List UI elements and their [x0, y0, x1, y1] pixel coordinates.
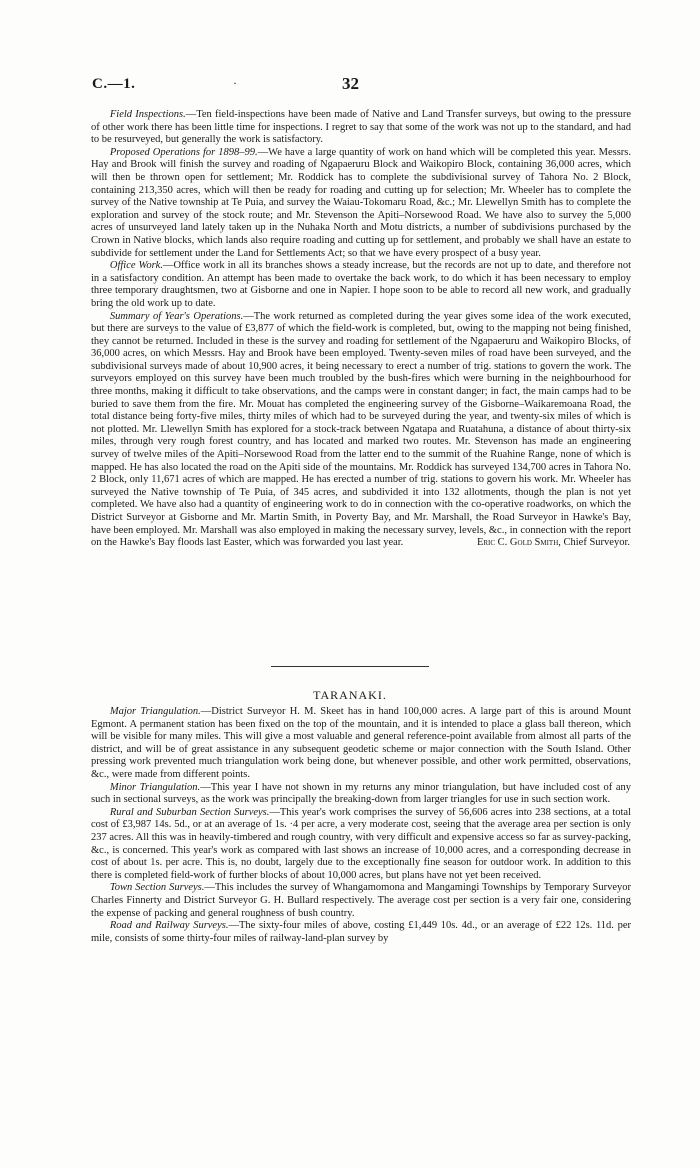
signature-name: Eric C. Gold Smith [476, 537, 559, 549]
paragraph-text: —Ten field-inspections have been made of Native and Land Transfer surveys, but owing to the pressure of other work there has been little time for inspections. I regret to say that some of the work was not up to the standard, and had to be resurveyed, but generally the work is satisfactory. [91, 109, 631, 146]
paragraph-heading: Town Section Surveys. [109, 882, 205, 894]
paragraph-office-work [91, 260, 631, 310]
paragraph-summary [91, 311, 631, 550]
paragraph-text: —This includes the survey of Whangamomona and Mangamingi Townships by Temporary Surveyor Charles Finnerty and District Surveyor G. H. Bullard respectively. The average cost per section is a very fair one, considering the expense of packing and general roughness of bush country. [91, 882, 631, 919]
paragraph-text: —The work returned as completed during the year gives some idea of the work executed, but there are surveys to the value of £3,877 of which the field-work is completed, but, owing to the mapping not being finished, they cannot be returned. Included in these is the survey and roading for settlement of the Ngapaeruru and Waikopiro Blocks, of 36,000 acres, on which Messrs. Hay and Brook have been employed. Twenty-seven miles of road have been surveyed, and the subdivisional surveys made of about 10,900 acres, it being necessary to erect a number of trig. stations to govern the work. The surveyors employed on this survey have been much troubled by the bush-fires which were burning in the neighbourhood for three months, making it difficult to take observations, and the camps were in constant danger; in fact, the main camps had to be buried to save them from the fire. Mr. Mouat has completed the engineering survey of the Gisborne–Waikaremoana Road, the total distance being forty-five miles, thirty miles of which had to be surveyed during the year, and twenty-six miles of which is not plotted. Mr. Llewellyn Smith has explored for a stock-track between Ngatapa and Ruatahuna, a distance of about thirty-six miles, through very rough forest country, and has located and marked two routes. Mr. Stevenson has made an engineering survey of twelve miles of the Apiti–Norsewood Road from the latter end to the summit of the Ruahine Range, none of which is mapped. He has also located the road on the Apiti side of the mountains. Mr. Roddick has surveyed 134,700 acres in Tahora No. 2 Block, only 11,671 acres of which are mapped. He has erected a number of trig. stations to govern his work. Mr. Wheeler has surveyed the Native township of Te Puia, of 345 acres, and subdivided it into 132 allotments, though the plan is not yet completed. We have also had a quantity of engineering work to do in connection with the co-operative roadworks, on which the District Surveyor at Gisborne and Mr. Martin Smith, in Poverty Bay, and Mr. Marshall, the Road Surveyor in Hawke's Bay, have been employed. Mr. Marshall was also employed in making the necessary survey, levels, &c., in connection with the report on the Hawke's Bay floods last Easter, which was forwarded you last year. [91, 310, 631, 549]
paragraph-field-inspections [91, 109, 631, 147]
report-code: C.—1. [92, 76, 136, 92]
paragraph-heading: Summary of Year's Operations. [109, 310, 244, 322]
paragraph-heading: Field Inspections. [109, 109, 186, 120]
paragraph-heading: Proposed Operations for 1898–99. [109, 146, 258, 158]
paragraph-town-sections [91, 882, 631, 920]
paragraph-heading: Road and Railway Surveys. [109, 920, 229, 932]
paragraph-heading: Major Triangulation. [109, 706, 201, 717]
paragraph-text: —The sixty-four miles of above, costing £1,449 10s. 4d., or an average of £22 12s. 11d. per mile, consists of some thirty-four miles of railway-land-plan survey by [91, 920, 631, 944]
paragraph-text: —We have a large quantity of work on hand which will be completed this year. Messrs. Hay and Brook will finish the survey and roading of Ngapaeruru Block and Waikopiro Block, containing 36,000 acres, which will then be thrown open for settlement; Mr. Roddick has to complete the subdivisional survey of Tahora No. 2 Block, containing 213,350 acres, which will then be ready for roading and cutting up for selection; Mr. Wheeler has to complete the survey of the Native township at Te Puia, and survey the Waiau-Tokomaru Road, &c.; Mr. Llewellyn Smith has to complete the exploration and survey of the stock route; and Mr. Stevenson the Apiti–Norsewood Road. We have also to survey the 5,000 acres of unsurveyed land lately taken up in the Nuhaka North and Motu districts, a number of subdivisions purchased by the Crown in Native blocks, which lands also require roading and cutting up for settlement, and probably we shall have an estate to subdivide for settlement under the Land for Settlements Act; so that we have every prospect of a busy year. [91, 146, 632, 259]
paragraph-heading: Rural and Suburban Section Surveys. [109, 806, 270, 818]
page-number: 32 [342, 74, 359, 93]
paragraph-proposed-operations [91, 147, 631, 260]
section-taranaki [91, 706, 631, 945]
section-east-coast [91, 109, 631, 550]
paragraph-major-triangulation [91, 706, 631, 782]
paragraph-text: —This year I have not shown in my returns any minor triangulation, but have included cost of any such in sectional surveys, as the work was principally the breaking-down from larger triangles for use in such section work. [91, 781, 632, 806]
paragraph-text: —This year's work comprises the survey of 56,606 acres into 238 sections, at a total cost of £3,987 14s. 5d., or at an average of 1s. ·4 per acre, a very moderate cost, seeing that the average area per section is only 237 acres. All this was in heavily-timbered and rough country, with very difficult and expensive access so far as survey-packing, &c., is concerned. This year's work as compared with last shows an increase of 10,000 acres, and a corresponding decrease in cost of about 1s. per acre. This is, no doubt, largely due to the exceptionally fine season for outdoor work. In addition to this there is completed field-work of further blocks of about 10,000 acres, but plans have not yet been received. [91, 806, 632, 881]
paragraph-heading: Minor Triangulation. [109, 781, 201, 793]
paragraph-rural-suburban [91, 807, 631, 883]
signature-title: , Chief Surveyor. [558, 537, 630, 549]
section-title: TARANAKI. [313, 688, 387, 702]
paragraph-minor-triangulation [91, 782, 631, 807]
header-dot: · [233, 76, 237, 90]
section-divider [271, 666, 429, 667]
paragraph-text: —District Surveyor H. M. Skeet has in hand 100,000 acres. A large part of this is around Mount Egmont. A permanent station has been fixed on the top of the mountain, and it is intended to place a glass ball thereon, which will be visible for many miles. This will give a most valuable and general reference-point available from almost all parts of the district, and will be of great assistance in any subsequent geodetic scheme or major connection with the South Island. Other pressing work prevented much triangulation work being done, but whenever possible, and other work permitted, observations, &c., were made from different points. [91, 706, 632, 780]
paragraph-road-railway [91, 920, 631, 945]
paragraph-text: —Office work in all its branches shows a steady increase, but the records are not up to date, and therefore not in a satisfactory condition. An attempt has been made to overtake the back work, to do which it has been necessary to employ three temporary draughtsmen, two at Gisborne and one in Napier. I hope soon to be able to record all new work, and gradually bring the old work up to date. [91, 260, 632, 309]
paragraph-heading: Office Work. [109, 260, 163, 272]
